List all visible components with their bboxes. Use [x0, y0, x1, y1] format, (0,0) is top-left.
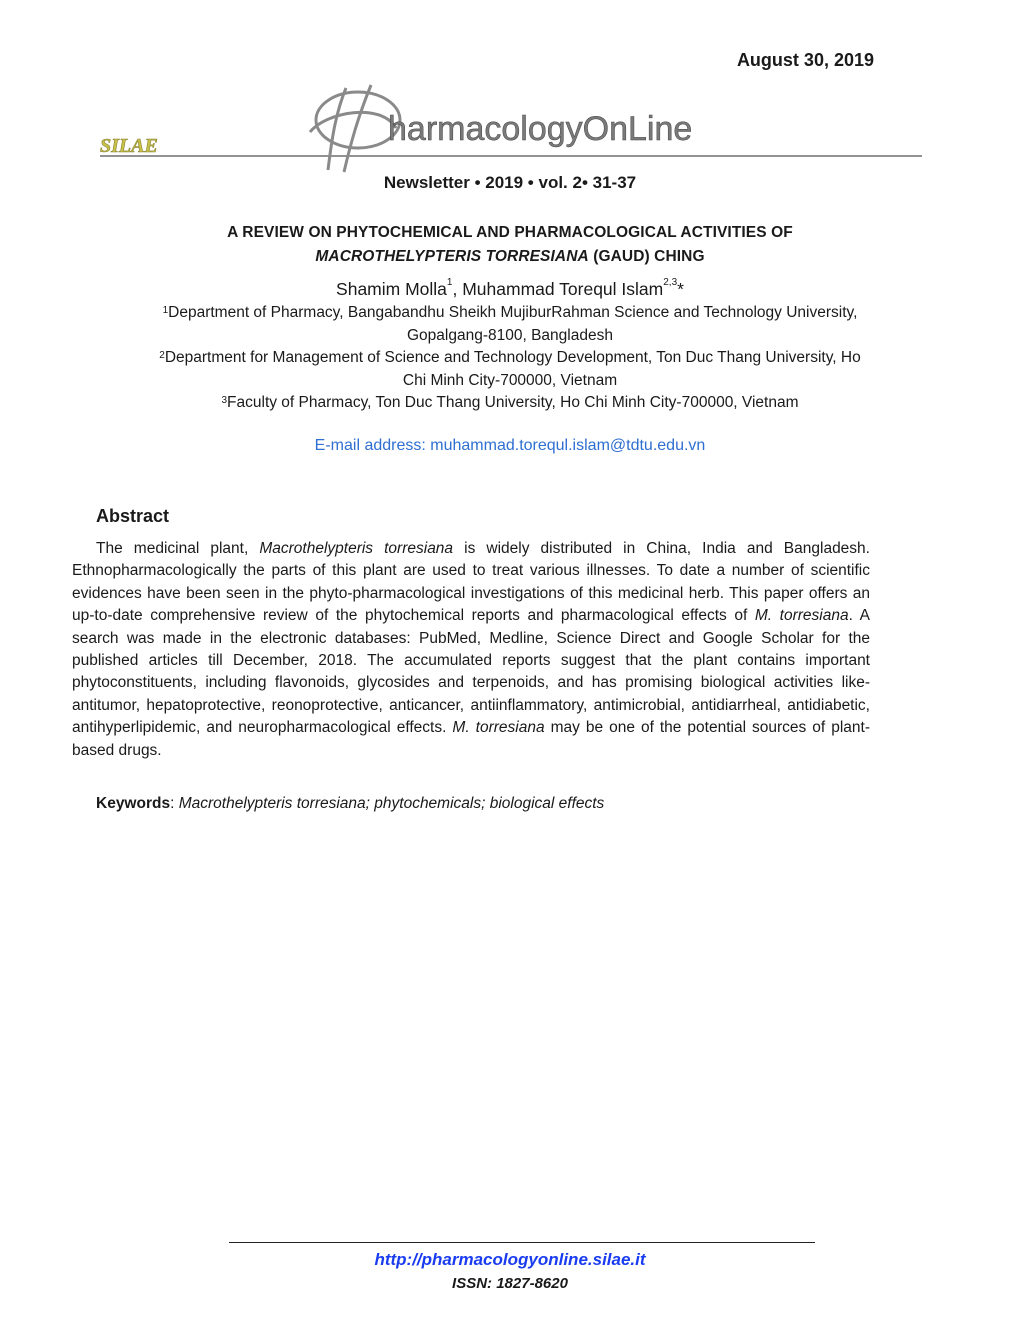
- keywords-colon: :: [170, 795, 179, 812]
- paper-title: [100, 221, 920, 269]
- author-separator: ,: [452, 279, 463, 299]
- abstract-italic: M. torresiana: [754, 607, 849, 625]
- abstract-italic: M. torresiana: [452, 719, 545, 737]
- journal-header-logo: [96, 82, 926, 177]
- issue-date: August 30, 2019: [736, 50, 874, 70]
- author-name: Shamim Molla: [336, 279, 447, 299]
- keywords-label: Keywords: [96, 795, 171, 812]
- affiliation-text: Chi Minh City-700000, Vietnam: [402, 371, 618, 389]
- journal-logo-text: harmacologyOnLine: [388, 110, 693, 148]
- footer-divider: [229, 1242, 815, 1243]
- abstract-segment: is widely distributed in China, India and Bangladesh. Ethnopharmacologically the parts of this plant are used to treat various illnesses. To date a number of scientific evidences have been seen in the phyto-pharmacological investigations of this medicinal herb. This paper offers an up-to-date comprehensive review of the phytochemical reports and pharmacological effects of: [72, 540, 870, 625]
- paper-title-line1: A REVIEW ON PHYTOCHEMICAL AND PHARMACOLOGICAL ACTIVITIES OF: [227, 224, 793, 241]
- paper-title-line2: [100, 245, 920, 269]
- affiliation-text: Department of Pharmacy, Bangabandhu Sheikh MujiburRahman Science and Technology University,: [168, 304, 858, 321]
- journal-url-link[interactable]: http://pharmacologyonline.silae.it: [374, 1250, 646, 1269]
- affiliation-text: Department for Management of Science and Technology Development, Ton Duc Thang University, Ho: [164, 349, 861, 366]
- publisher-logo: SILAE: [100, 135, 158, 157]
- abstract-italic: Macrothelypteris torresiana: [259, 540, 454, 557]
- newsletter-citation: Newsletter • 2019 • vol. 2• 31-37: [383, 173, 637, 192]
- abstract-segment: The medicinal plant,: [96, 540, 260, 557]
- affiliation-text: Gopalgang-8100, Bangladesh: [407, 326, 613, 344]
- title-suffix: (GAUD) CHING: [588, 248, 705, 265]
- email-label: E-mail address:: [314, 437, 431, 454]
- corresponding-mark: *: [677, 279, 684, 299]
- author-affiliation-mark: 2,3: [663, 277, 678, 288]
- affiliation-mark: 1: [162, 305, 169, 316]
- affiliation-2: [60, 347, 960, 392]
- affiliation-mark: 3: [221, 395, 228, 406]
- abstract-heading: Abstract: [96, 506, 170, 526]
- abstract-segment: . A search was made in the electronic databases: PubMed, Medline, Science Direct and Google Scholar for the published articles till December, 2018. The accumulated reports suggest that the plant contains important phytoconstituents, including flavonoids, glycosides and terpenoids, and has promising biological activities like- antitumor, hepatoprotective, reonoprotective, anticancer, antiinflammatory, antimicrobial, antidiarrheal, antidiabetic, antihyperlipidemic, and neuropharmacological effects.: [72, 607, 870, 737]
- affiliation-mark: 2: [159, 350, 165, 361]
- email-link[interactable]: muhammad.torequl.islam@tdtu.edu.vn: [430, 437, 706, 454]
- affiliation-3: [60, 392, 960, 415]
- author-list: [0, 279, 1020, 300]
- author-name: Muhammad Torequl Islam: [462, 279, 664, 299]
- abstract-segment: may be one of the potential sources of plant-based drugs.: [72, 719, 870, 759]
- phi-logo-icon: [310, 85, 400, 172]
- affiliation-1: [60, 302, 960, 347]
- affiliation-text: Faculty of Pharmacy, Ton Duc Thang University, Ho Chi Minh City-700000, Vietnam: [227, 394, 799, 411]
- author-affiliation-mark: 1: [446, 277, 453, 288]
- contact-email: [0, 437, 1020, 455]
- issn: ISSN: 1827-8620: [452, 1275, 568, 1292]
- abstract-text: [72, 538, 870, 762]
- keywords: [96, 795, 604, 813]
- keywords-text: Macrothelypteris torresiana; phytochemicals; biological effects: [178, 795, 605, 812]
- species-name: MACROTHELYPTERIS TORRESIANA: [315, 248, 589, 265]
